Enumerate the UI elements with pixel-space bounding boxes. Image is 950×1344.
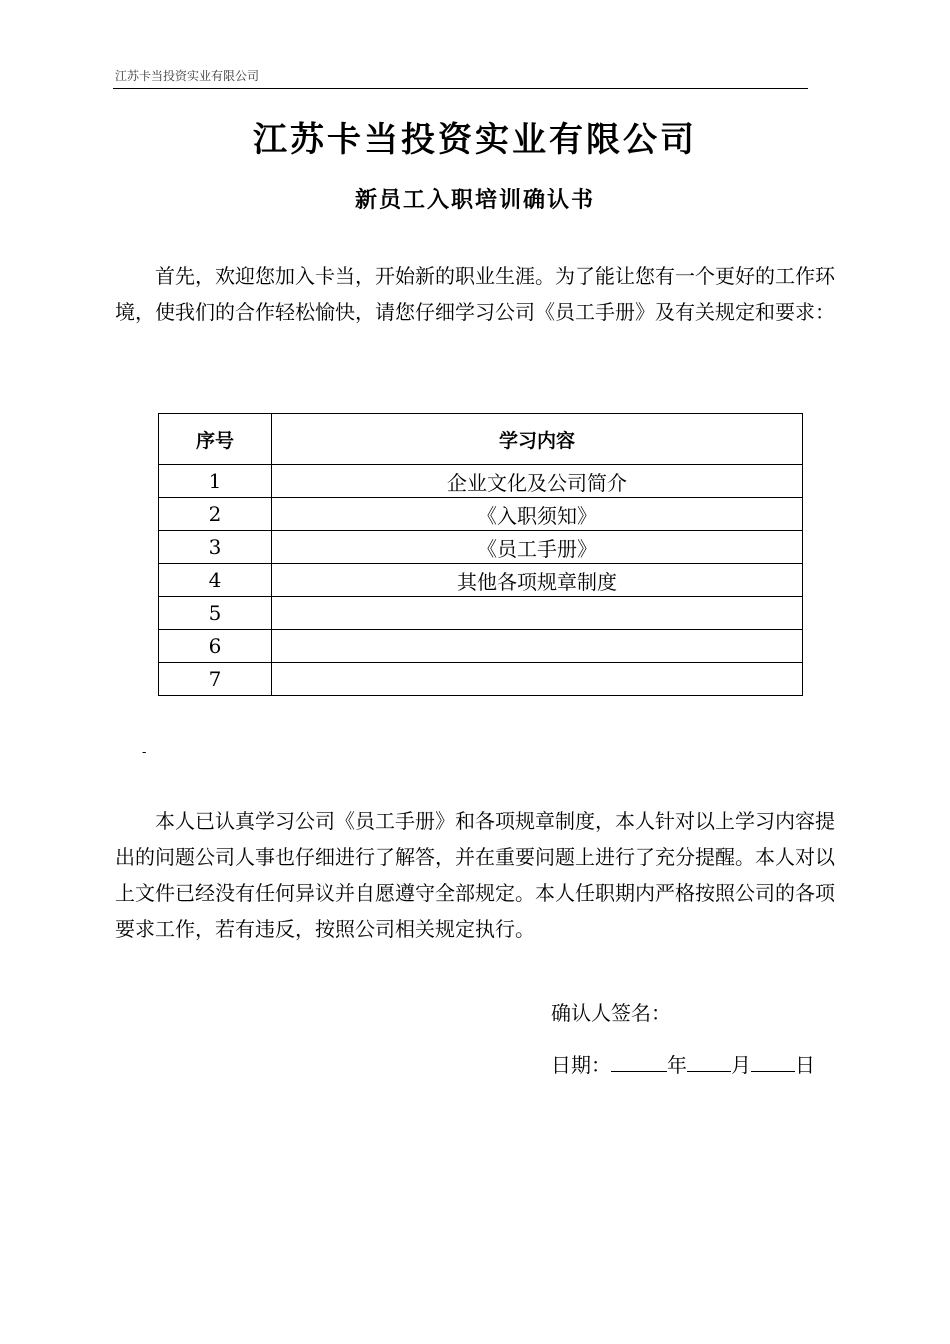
table-header-row	[159, 414, 803, 465]
confirmation-paragraph: 本人已认真学习公司《员工手册》和各项规章制度，本人针对以上学习内容提出的问题公司人事也仔细进行了解答，并在重要问题上进行了充分提醒。本人对以上文件已经没有任何异议并自愿遵守全部规定。本人任职期内严格按照公司的各项要求工作，若有违反，按照公司相关规定执行。	[115, 809, 835, 941]
month-label: 月	[731, 1053, 751, 1077]
row-content: 企业文化及公司简介	[272, 465, 803, 498]
document-subtitle: 新员工入职培训确认书	[354, 188, 595, 213]
study-content-table	[158, 413, 803, 696]
date-label: 日期：	[551, 1053, 611, 1077]
date-line	[551, 1049, 815, 1078]
row-content: 其他各项规章制度	[272, 564, 803, 597]
row-content: 《入职须知》	[272, 498, 803, 531]
header-divider	[113, 88, 808, 89]
page-header: 江苏卡当投资实业有限公司	[115, 69, 260, 83]
header-content: 学习内容	[272, 414, 803, 465]
row-content	[272, 663, 803, 696]
table-row	[159, 498, 803, 531]
day-label: 日	[795, 1053, 815, 1077]
row-content: 《员工手册》	[272, 531, 803, 564]
row-number: 3	[159, 531, 272, 564]
row-content	[272, 597, 803, 630]
document-title: 江苏卡当投资实业有限公司	[253, 120, 697, 160]
row-number: 1	[159, 465, 272, 498]
year-blank	[611, 1051, 667, 1072]
table-row	[159, 663, 803, 696]
table-row	[159, 531, 803, 564]
row-number: 5	[159, 597, 272, 630]
table-row	[159, 564, 803, 597]
table-row	[159, 630, 803, 663]
intro-paragraph: 首先，欢迎您加入卡当，开始新的职业生涯。为了能让您有一个更好的工作环境，使我们的合作轻松愉快，请您仔细学习公司《员工手册》及有关规定和要求：	[115, 264, 835, 324]
row-number: 4	[159, 564, 272, 597]
separator-mark: -	[142, 745, 147, 760]
row-number: 2	[159, 498, 272, 531]
year-label: 年	[667, 1053, 687, 1077]
row-number: 6	[159, 630, 272, 663]
row-number: 7	[159, 663, 272, 696]
row-content	[272, 630, 803, 663]
table-row	[159, 597, 803, 630]
header-number: 序号	[159, 414, 272, 465]
day-blank	[751, 1051, 795, 1072]
signature-label: 确认人签名：	[551, 1001, 671, 1025]
month-blank	[687, 1051, 731, 1072]
table-row	[159, 465, 803, 498]
